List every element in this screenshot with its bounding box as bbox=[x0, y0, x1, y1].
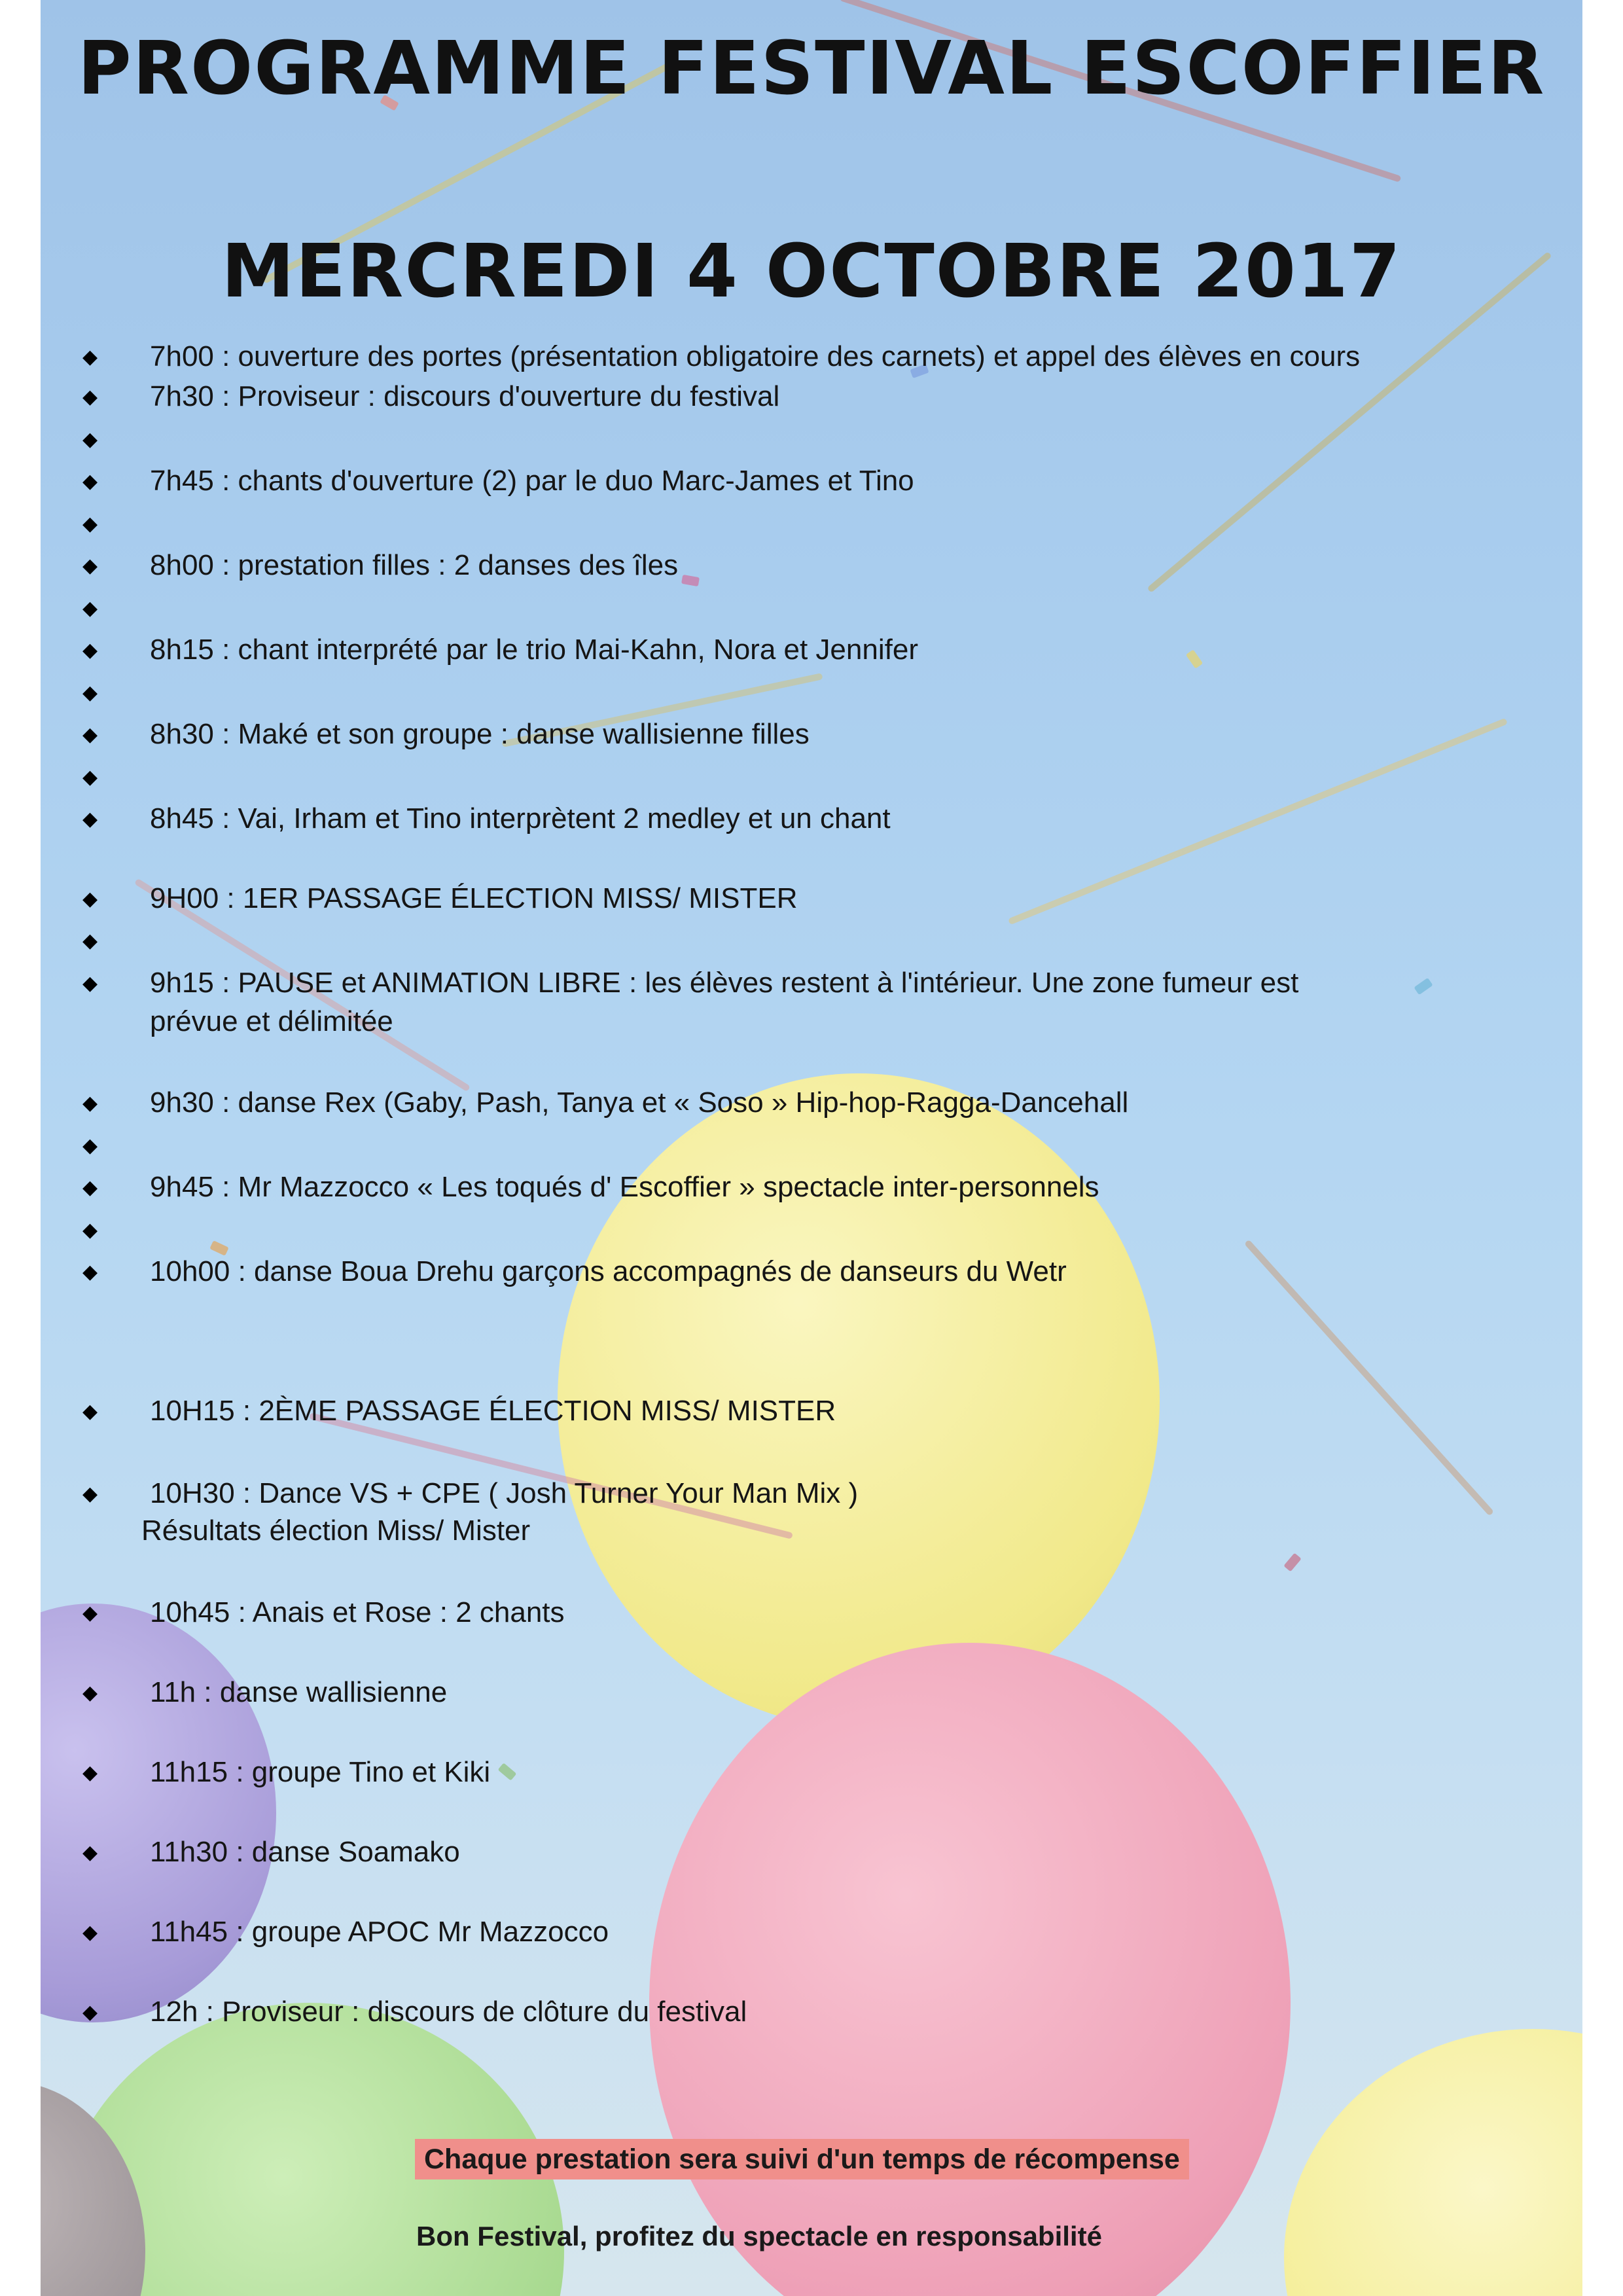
schedule-item: 11h : danse wallisienne bbox=[150, 1676, 448, 1708]
closing-message: Bon Festival, profitez du spectacle en responsabilité bbox=[416, 2221, 1102, 2251]
schedule-item-continued: prévue et délimitée bbox=[150, 1005, 393, 1037]
schedule-item: 9H00 : 1ER PASSAGE ÉLECTION MISS/ MISTER bbox=[150, 882, 798, 914]
schedule-item: 12h : Proviseur : discours de clôture du festival bbox=[150, 1996, 747, 2028]
confetti bbox=[1414, 978, 1433, 995]
bullet-icon: ◆ bbox=[82, 2001, 98, 2024]
yellow-balloon-right bbox=[1284, 2029, 1582, 2296]
streamer bbox=[1244, 1240, 1494, 1516]
bullet-icon: ◆ bbox=[82, 681, 98, 704]
schedule-item: 7h45 : chants d'ouverture (2) par le duo Marc-James et Tino bbox=[150, 465, 914, 497]
schedule-item: 8h45 : Vai, Irham et Tino interprètent 2 medley et un chant bbox=[150, 802, 891, 834]
bullet-icon: ◆ bbox=[82, 346, 98, 368]
bullet-icon: ◆ bbox=[82, 1176, 98, 1199]
bullet-icon: ◆ bbox=[82, 554, 98, 577]
bullet-icon: ◆ bbox=[82, 597, 98, 620]
schedule-item: 10h00 : danse Boua Drehu garçons accompagnés de danseurs du Wetr bbox=[150, 1255, 1067, 1287]
purple-balloon bbox=[41, 1604, 276, 2022]
bullet-icon: ◆ bbox=[82, 1602, 98, 1624]
bullet-icon: ◆ bbox=[82, 1921, 98, 1944]
bullet-icon: ◆ bbox=[82, 386, 98, 408]
bullet-icon: ◆ bbox=[82, 1134, 98, 1157]
schedule-item: 7h30 : Proviseur : discours d'ouverture du festival bbox=[150, 380, 780, 412]
bullet-icon: ◆ bbox=[82, 1681, 98, 1704]
schedule-item: 11h45 : groupe APOC Mr Mazzocco bbox=[150, 1916, 609, 1948]
festival-title: PROGRAMME FESTIVAL ESCOFFIER bbox=[77, 26, 1546, 111]
schedule-item: 10h45 : Anais et Rose : 2 chants bbox=[150, 1596, 565, 1628]
schedule-item: 9h30 : danse Rex (Gaby, Pash, Tanya et « Soso » Hip-hop-Ragga-Dancehall bbox=[150, 1086, 1129, 1119]
pink-balloon bbox=[649, 1643, 1291, 2296]
schedule-item: 8h15 : chant interprété par le trio Mai-Kahn, Nora et Jennifer bbox=[150, 634, 918, 666]
bullet-icon: ◆ bbox=[82, 972, 98, 995]
reward-note: Chaque prestation sera suivi d'un temps de récompense bbox=[415, 2139, 1189, 2179]
schedule-item: 11h15 : groupe Tino et Kiki bbox=[150, 1756, 491, 1788]
schedule-item: 10H15 : 2ÈME PASSAGE ÉLECTION MISS/ MISTER bbox=[150, 1395, 836, 1427]
bullet-icon: ◆ bbox=[82, 1841, 98, 1864]
schedule-item: 10H30 : Dance VS + CPE ( Josh Turner Your Man Mix ) bbox=[150, 1477, 859, 1509]
schedule-item: 8h00 : prestation filles : 2 danses des îles bbox=[150, 549, 679, 581]
bullet-icon: ◆ bbox=[82, 723, 98, 746]
bullet-icon: ◆ bbox=[82, 1219, 98, 1242]
bullet-icon: ◆ bbox=[82, 1482, 98, 1505]
confetti bbox=[498, 1763, 517, 1780]
bullet-icon: ◆ bbox=[82, 766, 98, 789]
bullet-icon: ◆ bbox=[82, 428, 98, 451]
schedule-item: 9h15 : PAUSE et ANIMATION LIBRE : les élèves restent à l'intérieur. Une zone fumeur est bbox=[150, 967, 1299, 999]
bullet-icon: ◆ bbox=[82, 929, 98, 952]
schedule-item: 8h30 : Maké et son groupe : danse wallisienne filles bbox=[150, 718, 810, 750]
confetti bbox=[1283, 1553, 1301, 1572]
schedule-item: 11h30 : danse Soamako bbox=[150, 1836, 460, 1868]
confetti bbox=[681, 575, 700, 586]
schedule-item: 7h00 : ouverture des portes (présentation obligatoire des carnets) et appel des élèves en cours bbox=[150, 340, 1361, 372]
schedule-item-continued: Résultats élection Miss/ Mister bbox=[141, 1515, 531, 1547]
confetti bbox=[1186, 649, 1203, 668]
festival-date: MERCREDI 4 OCTOBRE 2017 bbox=[221, 229, 1402, 314]
bullet-icon: ◆ bbox=[82, 888, 98, 910]
schedule-item: 9h45 : Mr Mazzocco « Les toqués d' Escoffier » spectacle inter-personnels bbox=[150, 1171, 1099, 1203]
bullet-icon: ◆ bbox=[82, 808, 98, 831]
bullet-icon: ◆ bbox=[82, 639, 98, 662]
bullet-icon: ◆ bbox=[82, 1261, 98, 1283]
bullet-icon: ◆ bbox=[82, 512, 98, 535]
bullet-icon: ◆ bbox=[82, 1761, 98, 1784]
bullet-icon: ◆ bbox=[82, 1092, 98, 1115]
streamer bbox=[1008, 718, 1508, 925]
bullet-icon: ◆ bbox=[82, 1400, 98, 1423]
bullet-icon: ◆ bbox=[82, 470, 98, 493]
